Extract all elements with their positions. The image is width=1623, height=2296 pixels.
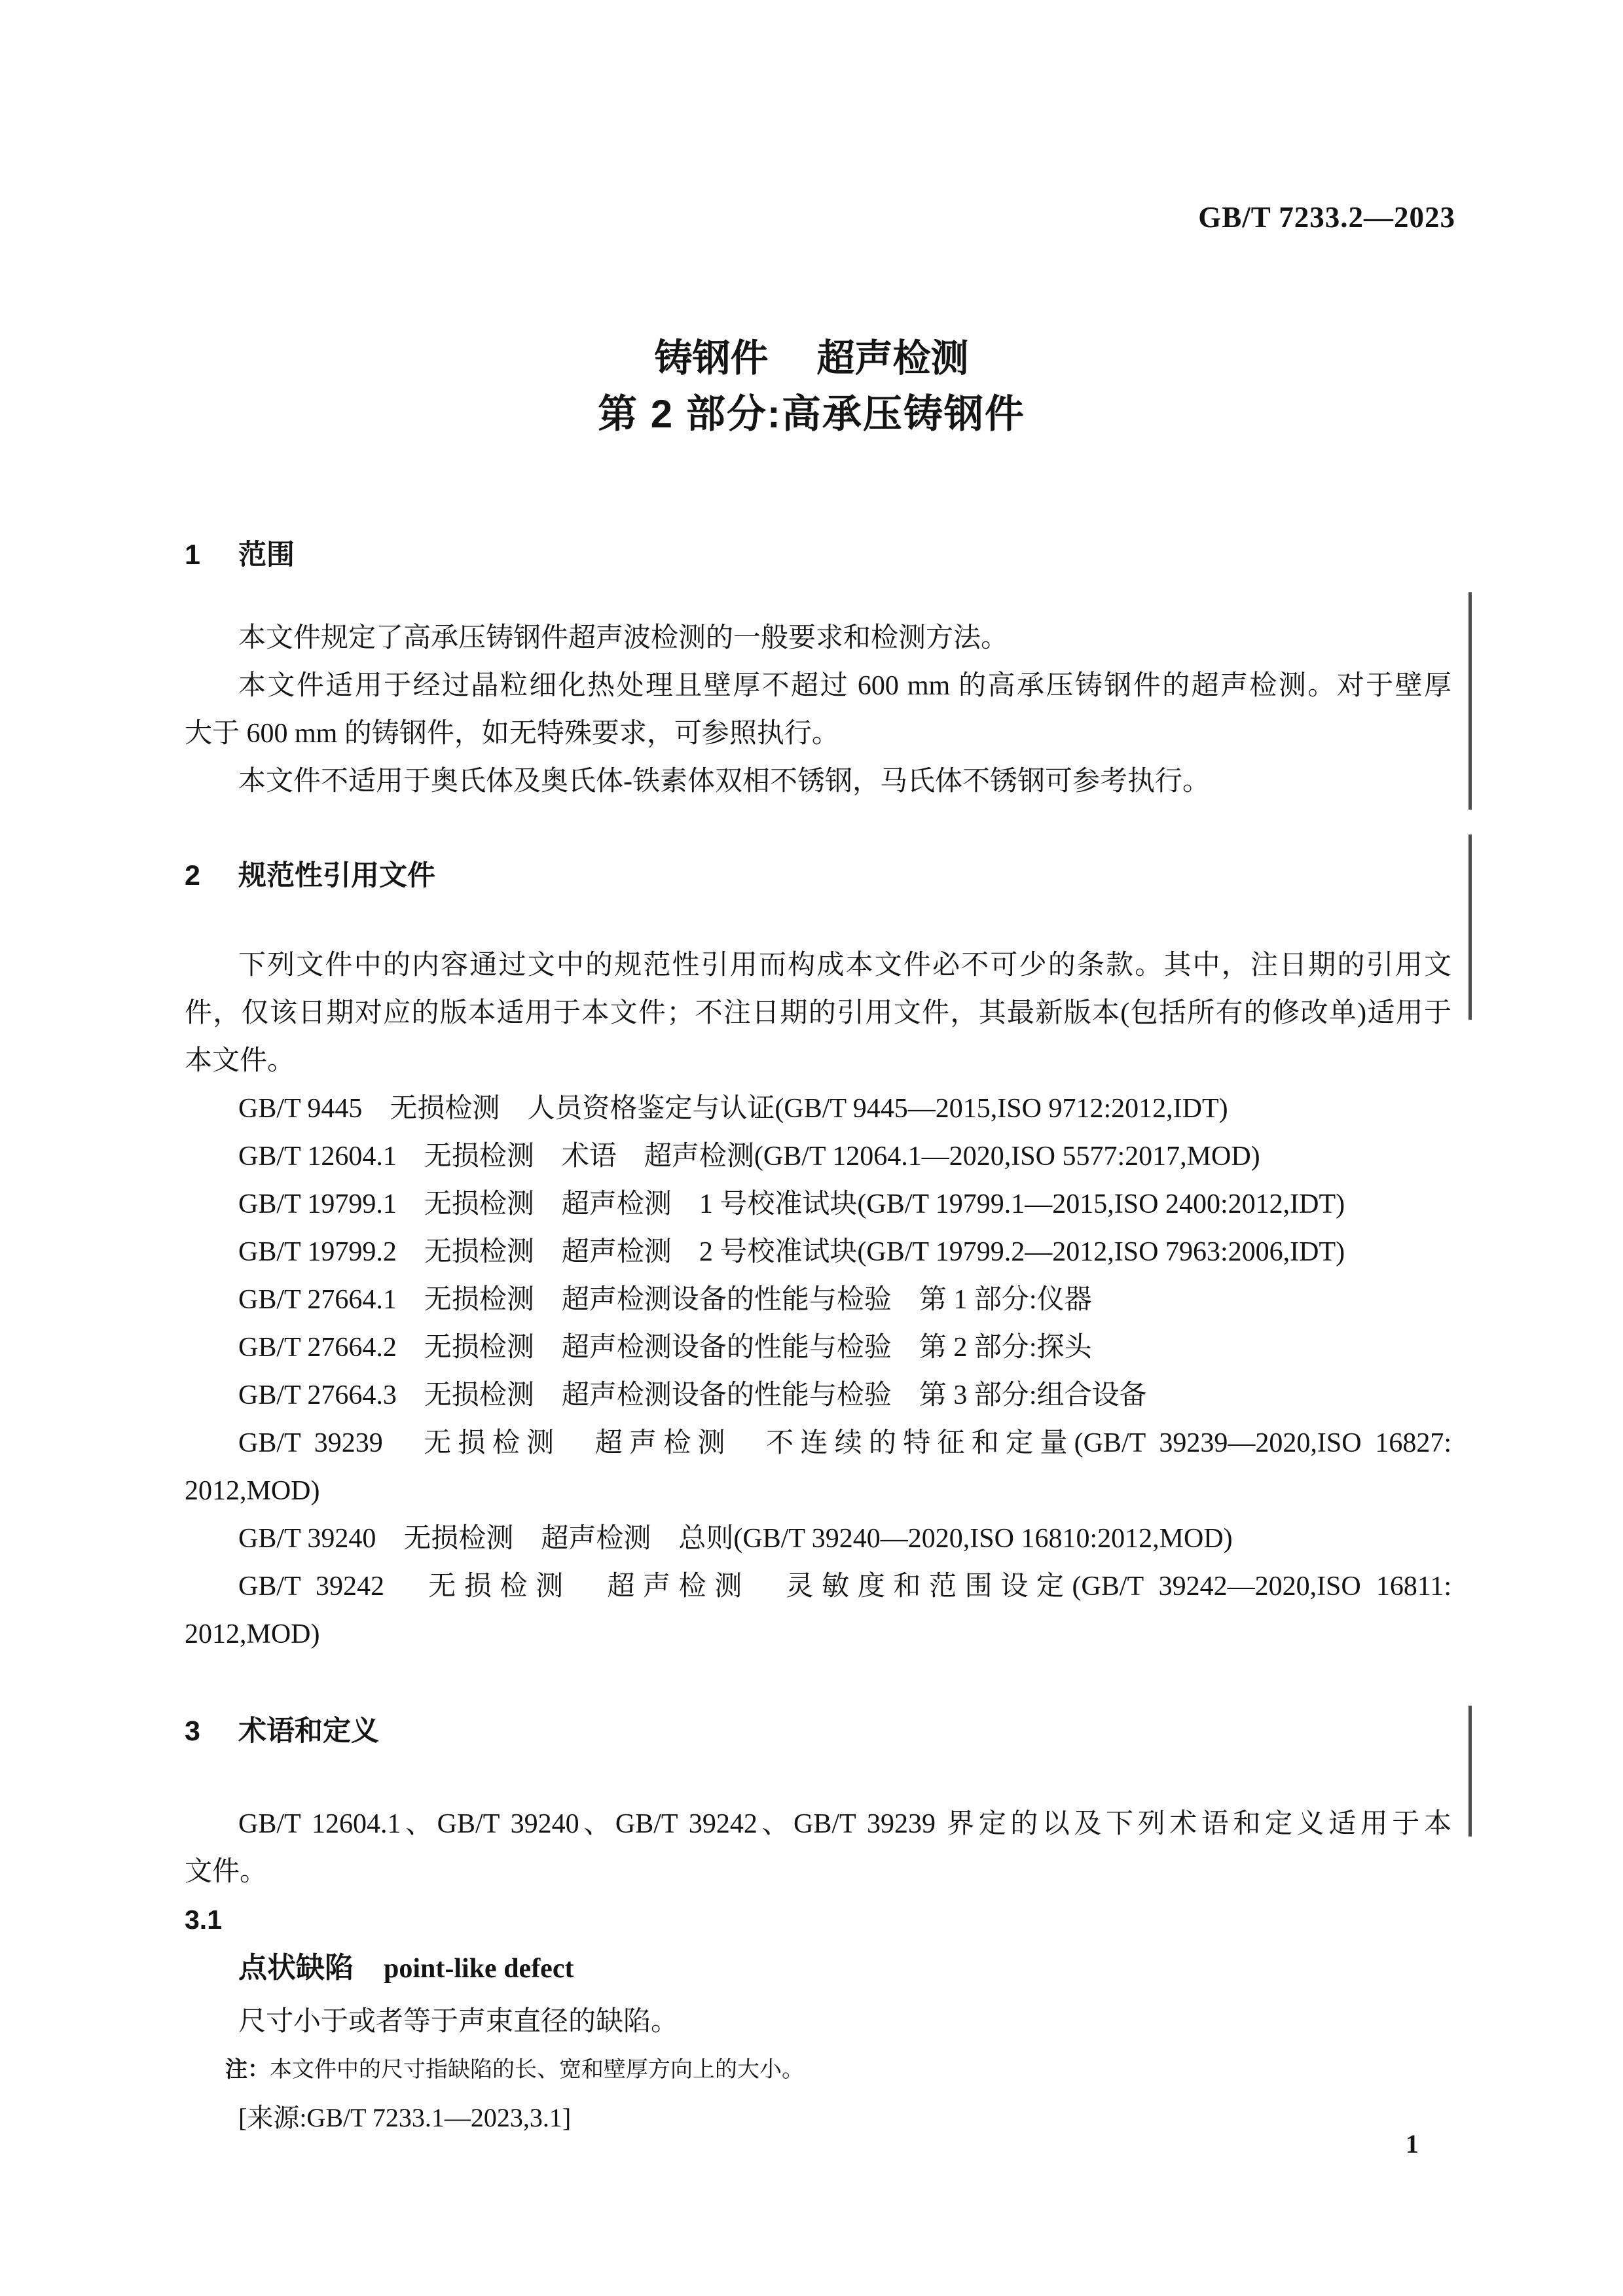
- reference-item: GB/T 39239 无损检测 超声检测 不连续的特征和定量(GB/T 39239—2020,ISO 16827:: [238, 1428, 1451, 1458]
- section-2-heading: [185, 852, 1451, 900]
- reference-item: GB/T 27664.1 无损检测 超声检测设备的性能与检验 第 1 部分:仪器: [238, 1285, 1092, 1315]
- reference-item-continuation: 2012,MOD): [185, 1476, 320, 1506]
- revision-change-bar: [1468, 592, 1472, 810]
- scope-paragraph-3: 本文件不适用于奥氏体及奥氏体-铁素体双相不锈钢，马氏体不锈钢可参考执行。: [238, 766, 1210, 797]
- reference-item: GB/T 19799.2 无损检测 超声检测 2 号校准试块(GB/T 19799.2—2012,ISO 7963:2006,IDT): [238, 1237, 1345, 1267]
- term-note: [185, 2046, 1451, 2094]
- scope-paragraph-1: 本文件规定了高承压铸钢件超声波检测的一般要求和检测方法。: [238, 623, 1009, 653]
- document-title-line1: 铸钢件 超声检测: [654, 337, 969, 380]
- scope-paragraph-2-line-2: 大于 600 mm 的铸钢件，如无特殊要求，可参照执行。: [185, 719, 839, 749]
- term-english: point-like defect: [384, 1954, 574, 1984]
- section-1-heading: [185, 531, 1451, 579]
- reference-item: GB/T 9445 无损检测 人员资格鉴定与认证(GB/T 9445—2015,ISO 9712:2012,IDT): [238, 1094, 1228, 1124]
- section-3-heading: [185, 1708, 1451, 1755]
- note-text: 本文件中的尺寸指缺陷的长、宽和壁厚方向上的大小。: [270, 2058, 804, 2082]
- page-number: 1: [1406, 2129, 1419, 2159]
- document-title: [178, 338, 1445, 436]
- reference-item: GB/T 27664.2 无损检测 超声检测设备的性能与检验 第 2 部分:探头: [238, 1333, 1092, 1363]
- section-3-title: 术语和定义: [238, 1715, 379, 1747]
- note-label: 注：: [225, 2057, 270, 2082]
- reference-item: GB/T 39240 无损检测 超声检测 总则(GB/T 39240—2020,ISO 16810:2012,MOD): [238, 1524, 1233, 1554]
- document-body: [185, 531, 1451, 2142]
- document-title-line2: 第 2 部分:高承压铸钢件: [598, 392, 1025, 436]
- reference-item: GB/T 39242 无损检测 超声检测 灵敏度和范围设定(GB/T 39242—2020,ISO 16811:: [238, 1571, 1451, 1602]
- reference-item: GB/T 27664.3 无损检测 超声检测设备的性能与检验 第 3 部分:组合设备: [238, 1380, 1147, 1410]
- normative-intro-line-2: 件，仅该日期对应的版本适用于本文件；不注日期的引用文件，其最新版本(包括所有的修改单)适用于: [185, 998, 1451, 1028]
- normative-intro-line-3: 本文件。: [185, 1046, 295, 1076]
- reference-item: GB/T 19799.1 无损检测 超声检测 1 号校准试块(GB/T 19799.1—2015,ISO 2400:2012,IDT): [238, 1189, 1345, 1219]
- reference-item-continuation: 2012,MOD): [185, 1619, 320, 1649]
- term-entry: [185, 1944, 1451, 1998]
- section-2-title: 规范性引用文件: [238, 860, 435, 891]
- section-1-number: 1: [185, 539, 200, 571]
- terms-intro-line-1: GB/T 12604.1、GB/T 39240、GB/T 39242、GB/T 39239 界定的以及下列术语和定义适用于本: [238, 1809, 1451, 1839]
- section-2-number: 2: [185, 860, 200, 891]
- clause-number: 3.1: [185, 1905, 222, 1935]
- terms-intro-line-2: 文件。: [185, 1857, 268, 1887]
- standard-code: GB/T 7233.2—2023: [1198, 201, 1455, 234]
- section-1-title: 范围: [238, 539, 295, 571]
- term-chinese: 点状缺陷: [238, 1952, 354, 1984]
- term-definition: 尺寸小于或者等于声束直径的缺陷。: [238, 2007, 679, 2037]
- scope-paragraph-2-line-1: 本文件适用于经过晶粒细化热处理且壁厚不超过 600 mm 的高承压铸钢件的超声检测。对于壁厚: [238, 671, 1451, 701]
- section-3-number: 3: [185, 1715, 200, 1747]
- revision-change-bar: [1468, 834, 1472, 1020]
- normative-intro-line-1: 下列文件中的内容通过文中的规范性引用而构成本文件必不可少的条款。其中，注日期的引用文: [238, 950, 1451, 980]
- reference-item: GB/T 12604.1 无损检测 术语 超声检测(GB/T 12064.1—2020,ISO 5577:2017,MOD): [238, 1141, 1260, 1172]
- revision-change-bar: [1468, 1706, 1472, 1837]
- term-source: [来源:GB/T 7233.1—2023,3.1]: [238, 2103, 572, 2132]
